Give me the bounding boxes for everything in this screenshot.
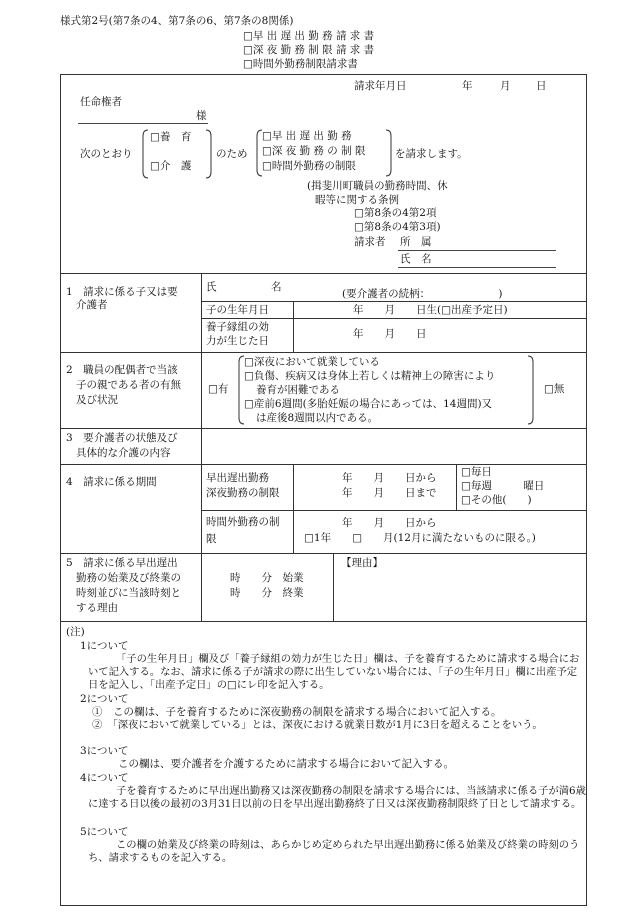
sec2-label-1: 2 職員の配偶者で当該 xyxy=(66,364,178,376)
sec1-label-2: 介護者 xyxy=(76,299,108,311)
rule xyxy=(201,273,202,621)
freq-weekly[interactable]: □毎週 曜日 xyxy=(461,480,545,492)
req-overtime[interactable]: □時間外勤務の制限 xyxy=(262,160,356,172)
cond-disability[interactable]: □負傷、疾病又は身体上若しくは精神上の障害により xyxy=(244,370,496,382)
title-night-limit[interactable]: □深 夜 勤 務 制 限 請 求 書 xyxy=(243,44,375,56)
affiliation-label: 所 属 xyxy=(400,236,432,248)
sec5-label-3: 時刻並びに当該時刻と xyxy=(76,587,181,599)
intro-text: 次のとおり xyxy=(80,148,133,160)
note2-b: ② 「深夜において就業している」とは、深夜における就業日数が1月に3日を超えることをいう。 xyxy=(92,719,543,731)
sec1-name-label-a: 氏 xyxy=(206,281,217,293)
adopt-label-1: 養子縁組の効 xyxy=(206,321,269,333)
day-label: 日 xyxy=(536,80,547,92)
title-early-late[interactable]: □早 出 遅 出 勤 務 請 求 書 xyxy=(243,30,375,42)
seikyu-text: を請求します。 xyxy=(395,148,468,160)
req-early-late[interactable]: □早 出 遅 出 勤 務 xyxy=(262,130,352,142)
sama-label: 様 xyxy=(196,110,207,122)
sec5-label-1: 5 請求に係る早出遅出 xyxy=(66,557,178,569)
note2-head: 2について xyxy=(80,693,129,705)
rule xyxy=(201,301,587,302)
sec4-b1: 時間外勤務の制 xyxy=(206,516,280,528)
request-date-label: 請求年月日 xyxy=(354,80,407,92)
sec3-label-2: 具体的な介護の内容 xyxy=(76,447,171,459)
freq-other[interactable]: □その他( ) xyxy=(461,494,532,506)
reason-label: 【理由】 xyxy=(341,557,383,569)
cond-pregnancy-2: は産後8週間以内である。 xyxy=(256,412,379,424)
rule xyxy=(60,273,587,274)
rule xyxy=(293,301,294,352)
opt-care[interactable]: □養 育 xyxy=(150,131,192,143)
note5-text: この欄の始業及び終業の時刻は、あらかじめ定められた早出遅出勤務に係る始業及び終業の時刻のうち、請求するものを記入する。 xyxy=(88,839,580,864)
note5-head: 5について xyxy=(80,826,129,838)
sec5-label-4: する理由 xyxy=(76,602,118,614)
authority-line[interactable] xyxy=(78,123,208,124)
cond-night-work[interactable]: □深夜において就業している xyxy=(244,356,380,368)
note2-a: ① この欄は、子を養育するために深夜勤務の制限を請求する場合において記入する。 xyxy=(92,706,502,718)
sec2-label-2: 子の親である者の有無 xyxy=(76,379,181,391)
spouse-yes[interactable]: □有 xyxy=(208,383,229,395)
rule xyxy=(456,464,457,510)
end-time[interactable]: 時 分 終業 xyxy=(230,587,304,599)
authority-label: 任命権者 xyxy=(80,96,122,108)
sec2-label-3: 及び状況 xyxy=(76,394,118,406)
spouse-no[interactable]: □無 xyxy=(544,383,565,395)
rule xyxy=(60,352,587,353)
affiliation-line[interactable] xyxy=(398,250,556,251)
period-from[interactable]: 年 月 日から xyxy=(342,472,437,484)
name-line[interactable] xyxy=(398,267,556,268)
period-to[interactable]: 年 月 日まで xyxy=(342,487,437,499)
law-line2: 暇等に関する条例 xyxy=(315,194,399,206)
rule xyxy=(201,510,587,511)
start-time[interactable]: 時 分 始業 xyxy=(230,572,304,584)
note3-head: 3について xyxy=(80,745,129,757)
adopt-value[interactable]: 年 月 日 xyxy=(353,328,427,340)
birth-label: 子の生年月日 xyxy=(206,304,269,316)
year-label: 年 xyxy=(462,80,473,92)
rule xyxy=(201,318,587,319)
note4-head: 4について xyxy=(80,772,129,784)
relation-field[interactable]: (要介護者の続柄： ) xyxy=(342,288,503,300)
form-number: 様式第2号(第7条の4、第7条の6、第7条の8関係) xyxy=(60,15,294,27)
birth-value[interactable]: 年 月 日生(□出産予定日) xyxy=(353,304,508,316)
note3-text: この欄は、要介護者を介護するために請求する場合において記入する。 xyxy=(118,758,454,770)
rule xyxy=(60,621,587,622)
sec4-b2: 限 xyxy=(206,533,217,545)
cond-disability-2: 養育が困難である xyxy=(256,384,340,396)
note1-text: 「子の生年月日」欄及び「養子縁組の効力が生じた日」欄は、子を養育するために請求する場合において記入する。なお、請求に係る子が請求の際に出生していない場合には、「子の生年月日」欄に出産予定日を記入し、「出産予定日」の□にレ印を記入する。 xyxy=(88,653,580,691)
sec4-a1: 早出遅出勤務 xyxy=(206,472,269,484)
name-label: 氏 名 xyxy=(400,253,432,265)
sec5-label-2: 勤務の始業及び終業の xyxy=(76,572,181,584)
tame-text: のため xyxy=(216,148,248,160)
rule xyxy=(60,553,587,554)
opt-nursing[interactable]: □介 護 xyxy=(150,160,192,172)
freq-daily[interactable]: □毎日 xyxy=(461,466,492,478)
title-overtime-limit[interactable]: □時間外勤務制限請求書 xyxy=(243,58,358,70)
rule xyxy=(60,464,587,465)
overtime-from[interactable]: 年 月 日から xyxy=(342,517,437,529)
rule xyxy=(293,464,294,553)
law-opt2[interactable]: □第8条の4第3項) xyxy=(354,221,441,233)
law-opt1[interactable]: □第8条の4第2項 xyxy=(354,207,437,219)
rule xyxy=(60,428,587,429)
rule xyxy=(333,553,334,621)
req-night[interactable]: □深 夜 勤 務 の 制 限 xyxy=(262,145,366,157)
note1-head: 1について xyxy=(80,640,129,652)
sec1-name-label-b: 名 xyxy=(271,281,282,293)
month-label: 月 xyxy=(500,80,511,92)
requester-label: 請求者 xyxy=(354,236,386,248)
note4-text: 子を養育するために早出遅出勤務又は深夜勤務の制限を請求する場合には、当該請求に係る子が満6歳に達する日以後の最初の3月31日以前の日を早出遅出勤務終了日又は深夜勤務制限終了日として請求する。 xyxy=(88,785,586,810)
sec4-label: 4 請求に係る期間 xyxy=(66,476,157,488)
cond-pregnancy[interactable]: □産前6週間(多胎妊娠の場合にあっては、14週間)又 xyxy=(244,398,493,410)
overtime-term[interactable]: □1年 □ 月(12月に満たないものに限る。) xyxy=(304,532,536,544)
adopt-label-2: 力が生じた日 xyxy=(206,335,269,347)
sec4-a2: 深夜勤務の制限 xyxy=(206,487,280,499)
notes-head: (注) xyxy=(66,626,85,638)
sec3-label-1: 3 要介護者の状態及び xyxy=(66,432,178,444)
sec1-label: 1 請求に係る子又は要 xyxy=(66,286,178,298)
law-line1: (揖斐川町職員の勤務時間、休 xyxy=(307,180,448,192)
